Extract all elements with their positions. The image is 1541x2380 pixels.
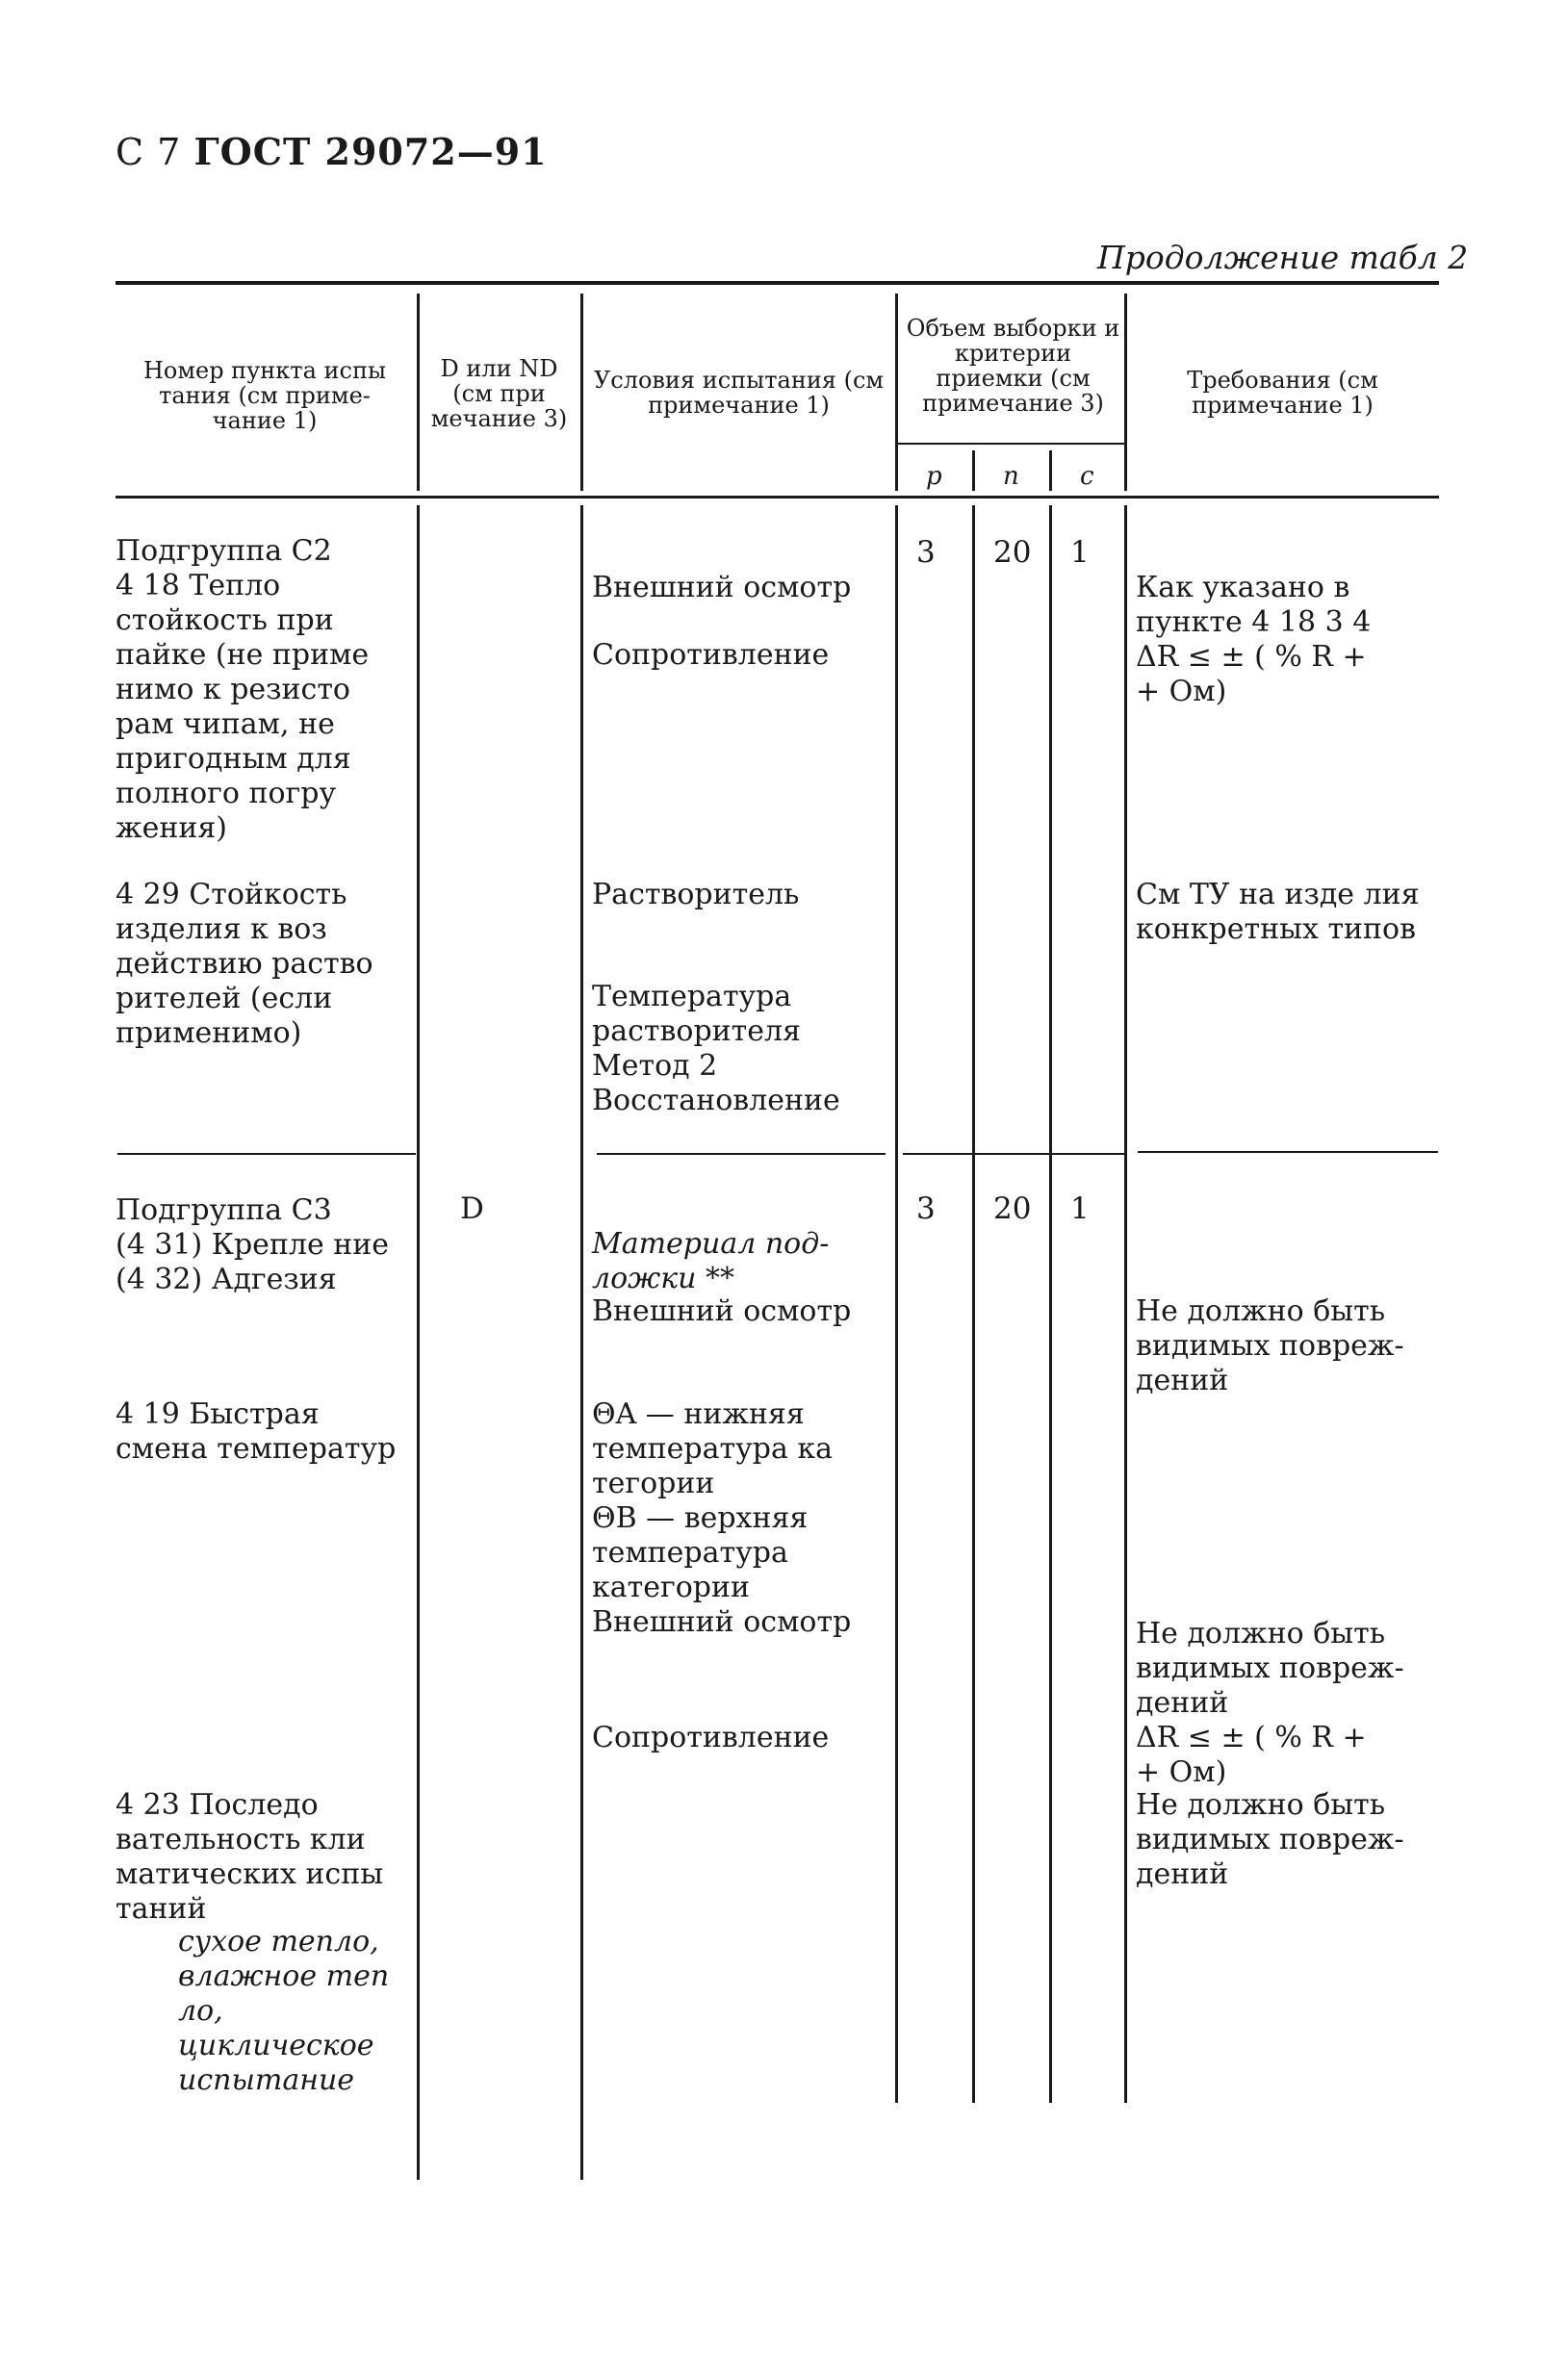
c3-item-climatic-sequence-list: сухое тепло, влажное теп ло, циклическое испытание — [178, 1925, 390, 2097]
c3-item-climatic-sequence: 4 23 Последо вательность кли матических испы таний — [116, 1788, 384, 1926]
group-separator — [1138, 1151, 1438, 1153]
c3-req-no-damage-1: Не должно быть видимых повреж- дений — [1136, 1294, 1404, 1397]
c3-cond-substrate-material: Материал под- ложки ** — [592, 1227, 830, 1295]
col-rule — [1049, 505, 1052, 2103]
col-rule — [417, 505, 420, 2180]
c3-cond-resistance: Сопротивление — [592, 1721, 830, 1754]
header-bottom-rule — [116, 496, 1439, 499]
table-top-rule — [116, 281, 1439, 285]
c2-cond-solvent-temperature: Температура растворителя Метод 2 Восстановление — [592, 980, 840, 1117]
c2-p-value: 3 — [916, 535, 936, 570]
c2-item-solvent-resistance: 4 29 Стойкость изделия к воз действию раство рителей (если применимо) — [116, 878, 373, 1050]
c3-cond-temperature-limits: ΘA — нижняя температура ка тегории ΘB — верхняя температура категории Внешний осмотр — [592, 1397, 852, 1639]
header-c: c — [1080, 462, 1094, 491]
col-rule — [895, 294, 898, 491]
c3-cond-visual-inspection: Внешний осмотр — [592, 1294, 852, 1328]
c2-cond-visual-inspection: Внешний осмотр — [592, 571, 852, 604]
header-item-number: Номер пункта испы тания (см приме- чание 1) — [142, 357, 387, 434]
c3-c-value: 1 — [1070, 1191, 1090, 1226]
c2-req-as-specified: Как указано в пункте 4 18 3 4 ΔR ≤ ± ( % R + + Ом) — [1136, 571, 1372, 708]
c3-n-value: 20 — [993, 1191, 1032, 1226]
col-rule — [580, 505, 583, 2180]
header-d-nd: D или ND (см при мечание 3) — [430, 355, 568, 432]
standard-number: ГОСТ 29072—91 — [193, 130, 548, 173]
col-rule — [1049, 450, 1052, 491]
group-separator — [903, 1153, 1124, 1155]
c3-item-rapid-temperature-change: 4 19 Быстрая смена температур — [116, 1397, 397, 1466]
c2-item-heat-resistance: Подгруппа С2 4 18 Тепло стойкость при пайке (не приме нимо к резисто рам чипам, не пригодным для полного погру жения) — [116, 534, 370, 845]
header-test-conditions: Условия испытания (см примечание 1) — [593, 367, 885, 419]
c3-p-value: 3 — [916, 1191, 936, 1226]
c3-d-nd-value: D — [460, 1191, 484, 1226]
c2-cond-resistance: Сопротивление — [592, 638, 830, 672]
col-rule — [895, 505, 898, 2103]
table-continuation-label: Продолжение табл 2 — [1097, 239, 1469, 276]
header-n: n — [1003, 462, 1019, 491]
c2-n-value: 20 — [993, 535, 1032, 570]
page-number: С 7 — [116, 131, 182, 173]
col-rule — [972, 505, 975, 2103]
col-rule — [580, 294, 583, 491]
header-requirements: Требования (см примечание 1) — [1187, 367, 1378, 419]
c3-req-no-damage-2: Не должно быть видимых повреж- дений ΔR ≤ ± ( % R + + Ом) — [1136, 1617, 1404, 1789]
c2-c-value: 1 — [1070, 535, 1090, 570]
header-sample-size: Объем выборки и критерии приемки (см примечание 3) — [906, 315, 1120, 417]
col-rule — [972, 450, 975, 491]
c3-req-no-damage-3: Не должно быть видимых повреж- дений — [1136, 1788, 1404, 1891]
c2-req-see-tu: См ТУ на изде лия конкретных типов — [1136, 878, 1420, 946]
c2-cond-solvent: Растворитель — [592, 878, 800, 911]
group-separator — [597, 1153, 886, 1155]
col-rule — [1124, 505, 1127, 2103]
col-rule — [417, 294, 420, 491]
c3-item-mounting-adhesion: Подгруппа С3 (4 31) Крепле ние (4 32) Адгезия — [116, 1193, 390, 1296]
running-head — [116, 130, 548, 173]
header-p: p — [926, 462, 942, 491]
sample-header-split — [898, 443, 1125, 445]
group-separator — [117, 1153, 416, 1155]
